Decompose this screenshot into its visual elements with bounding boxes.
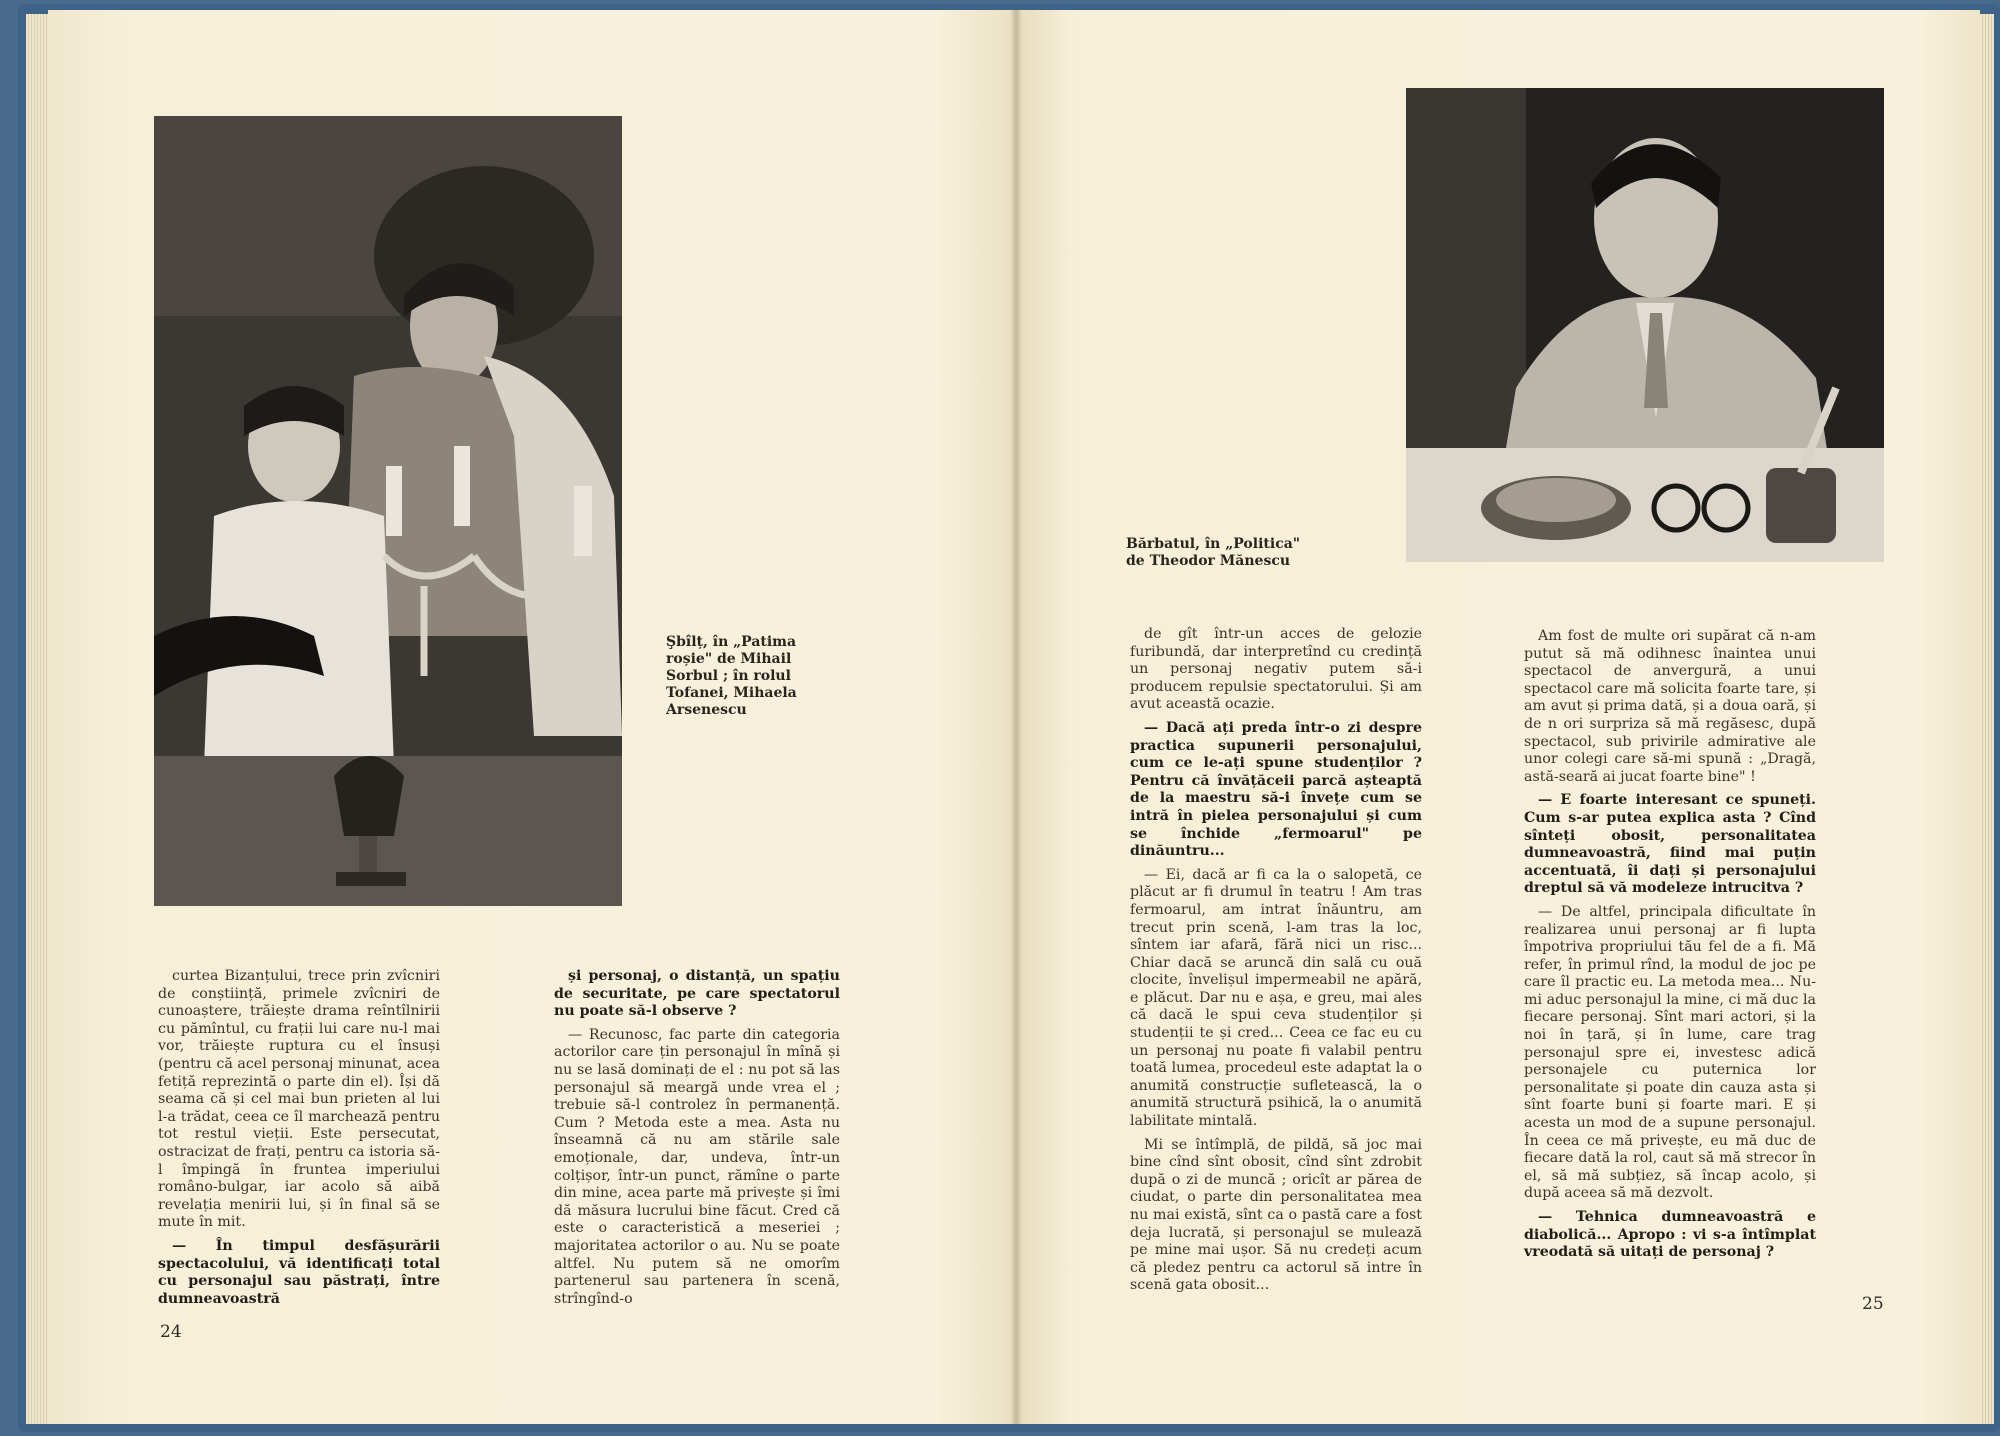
caption-line: de Theodor Mănescu bbox=[1126, 553, 1291, 569]
left-page-column-1 bbox=[158, 968, 440, 1314]
paragraph: de gît într-un acces de gelozie furibundă, dar interpretînd cu credință un personaj negativ putem să-i producem repulsie spectatorului. Și am avut această ocazie. bbox=[1130, 626, 1422, 713]
book-gutter bbox=[1010, 10, 1022, 1424]
interview-question: — Dacă ați preda într-o zi despre practica supunerii personajului, cum ce le-ați spune studenților ? Pentru că învățăceii parcă așteaptă de la maestru să-i învețe cum se intră în pielea personajului și cum se închide „fermoarul" pe dinăuntru... bbox=[1130, 719, 1422, 860]
interview-question: și personaj, o distanță, un spațiu de securitate, pe care spectatorul nu poate să-l observe ? bbox=[554, 968, 840, 1020]
photo-caption-left: Şbîlț, în „Patima roșie" de Mihail Sorbul ; în rolul Tofanei, Mihaela Arsenescu bbox=[666, 634, 797, 718]
portrait-photo bbox=[1406, 88, 1884, 562]
right-page bbox=[1016, 10, 1980, 1424]
left-page-column-2 bbox=[554, 968, 840, 1314]
page-number-left: 24 bbox=[160, 1322, 182, 1342]
right-page-column-2 bbox=[1524, 628, 1816, 1268]
paragraph: Am fost de multe ori supărat că n-am putut să mă odihnesc înaintea unui spectacol de anvergură, a unui spectacol care mă solicita foarte tare, și am avut și prima dată, și a doua oară, și de n ori surpriza să mă regăsesc, după spectacol, sub privirile admirative ale unor colegi care să-mi spună : „Dragă, astă-seară ai jucat foarte bine" ! bbox=[1524, 628, 1816, 785]
page-number-right: 25 bbox=[1862, 1294, 1884, 1314]
page-edges-left bbox=[26, 14, 50, 1424]
theatre-scene-photo bbox=[154, 116, 622, 906]
paragraph: — Recunosc, fac parte din categoria actorilor care țin personajul în mînă și nu se lasă dominați de el : nu pot să las personajul să meargă unde vrea el ; trebuie să-l controlez în permanență. Cum ? Metoda este a mea. Asta nu înseamnă că nu am stările sale emoționale, dar, undeva, într-un colțișor, într-un punct, rămîne o parte din mine, acea parte mă privește și îmi dă măsura lucrului bine făcut. Cred că este o caracteristică a meseriei ; majoritatea actorilor o au. Nu se poate altfel. Nu putem să ne omorîm partenerul sau partenera în scenă, strîngînd-o bbox=[554, 1026, 840, 1307]
paragraph: — Ei, dacă ar fi ca la o salopetă, ce plăcut ar fi drumul în teatru ! Am tras fermoarul, am intrat înăuntru, am trecut prin scenă, l-am tras la loc, sîntem iar afară, fără nici un risc... Chiar dacă se aruncă din sală cu ouă clocite, învelișul impermeabil ne apără, e plăcut. Dar nu e așa, e greu, mai ales că dacă le spui ceva studenților și studenții te și cred... Ceea ce fac eu cu un personaj nu poate fi valabil pentru toată lumea, procedeul este adaptat la o anumită construcție sufletească, la o anumită structură psihică, la o anumită labilitate mintală. bbox=[1130, 866, 1422, 1130]
photo-caption-right bbox=[1126, 536, 1386, 570]
left-page bbox=[48, 10, 1016, 1424]
interview-question: — Tehnica dumneavoastră e diabolică... Apropo : vi s-a întîmplat vreodată să uitați de personaj ? bbox=[1524, 1209, 1816, 1261]
right-page-column-1 bbox=[1130, 626, 1422, 1301]
page-edges-right bbox=[1980, 14, 1994, 1424]
caption-line: Bărbatul, în „Politica" bbox=[1126, 536, 1301, 552]
paragraph: — De altfel, principala dificultate în realizarea unui personaj ar fi lupta împotriva propriului tău fel de a fi. Mă refer, în primul rînd, la modul de joc pe care îl practic eu. La metoda mea... Nu-mi aduc personajul la mine, ci mă duc la fiecare personaj. Sînt mari actori, și la noi în țară, și în lume, care trag personajul spre ei, investesc adică personajele cu puternica lor personalitate și poate din cauza asta și sînt foarte buni și foarte mari. E și acesta un mod de a supune personajul. În ceea ce mă privește, eu mă duc de fiecare dată la rol, caut să mă strecor în el, să mă subțiez, să încap acolo, și după aceea să mă dezvolt. bbox=[1524, 903, 1816, 1202]
paragraph: Mi se întîmplă, de pildă, să joc mai bine cînd sînt obosit, cînd sînt zdrobit după o zi de muncă ; oricît ar părea de ciudat, o parte din personalitatea mea nu mai există, sînt ca o pastă care a fost deja lucrată, și personajul se mulează pe mine mai ușor. Să nu credeți acum că pledez pentru ca actorul să intre în scenă gata obosit... bbox=[1130, 1136, 1422, 1294]
paragraph: curtea Bizanțului, trece prin zvîcniri de conștiință, primele zvîcniri de cunoaștere, trăiește drama reîntîlnirii cu pămîntul, cu frații lui care nu-l mai vor, trăiește ruptura cu el însuși (pentru că acel personaj minunat, acea fetiță reprezintă o parte din el). Își dă seama că și cel mai bun prieten al lui l-a trădat, ceea ce îl marchează pentru tot restul vieții. Este persecutat, ostracizat de frați, pentru ca istoria să-l împingă în fruntea imperiului româno-bulgar, iar acolo să aibă revelația menirii lui, și în final să se mute în mit. bbox=[158, 968, 440, 1231]
interview-question: — E foarte interesant ce spuneți. Cum s-ar putea explica asta ? Cînd sînteți obosit, personalitatea dumneavoastră, fiind mai puțin accentuată, îi dați și personajului dreptul să vă modeleze intrucitva ? bbox=[1524, 792, 1816, 897]
interview-question: — În timpul desfășurării spectacolului, vă identificați total cu personajul sau păstrați, între dumneavoastră bbox=[158, 1237, 440, 1307]
